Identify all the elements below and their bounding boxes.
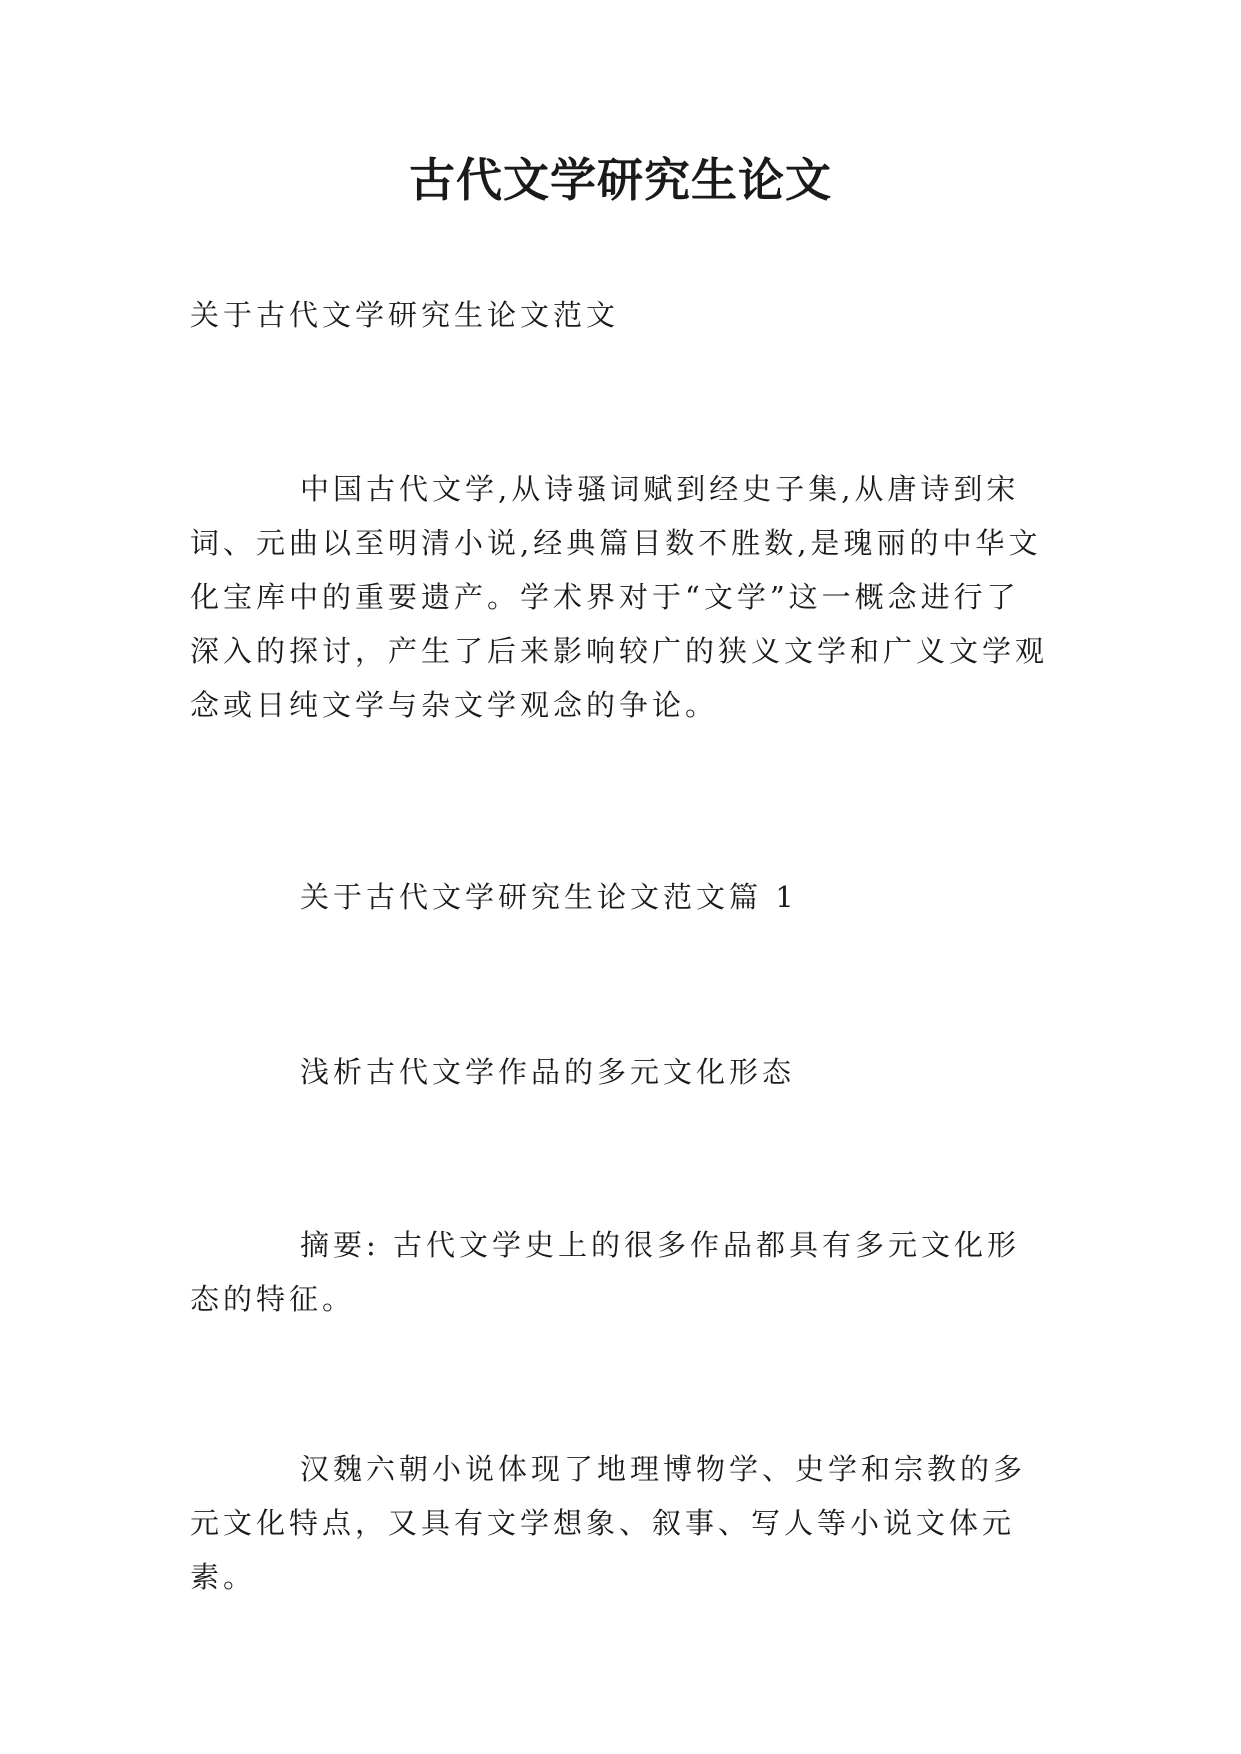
document-title: 古代文学研究生论文	[409, 153, 832, 207]
intro-paragraph: 中国古代文学,从诗骚词赋到经史子集,从唐诗到宋词、元曲以至明清小说,经典篇目数不胜数,是瑰丽的中华文化宝库中的重要遗产。学术界对于“文学”这一概念进行了深入的探讨，产生了后来影响较广的狭义文学和广义文学观念或日纯文学与杂文学观念的争论。	[190, 472, 1049, 722]
article-title: 浅析古代文学作品的多元文化形态	[300, 1055, 796, 1089]
section-heading: 关于古代文学研究生论文范文篇 1	[300, 880, 798, 914]
document-subtitle: 关于古代文学研究生论文范文	[190, 298, 620, 332]
abstract-paragraph: 摘要: 古代文学史上的很多作品都具有多元文化形态的特征。	[190, 1228, 1020, 1316]
body-paragraph: 汉魏六朝小说体现了地理博物学、史学和宗教的多元文化特点，又具有文学想象、叙事、写人等小说文体元素。	[190, 1452, 1027, 1594]
